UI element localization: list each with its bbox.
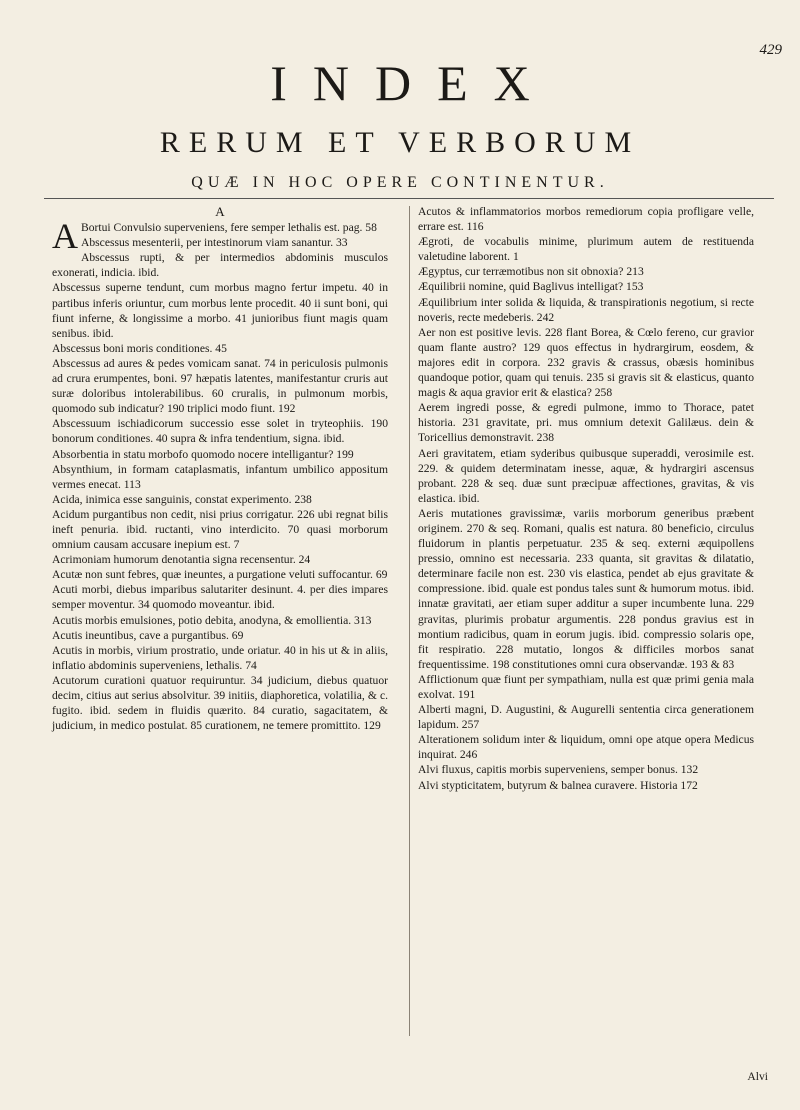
index-entry: Alvi fluxus, capitis morbis superveniens, semper bonus. 132 (418, 763, 699, 777)
column-divider (409, 206, 410, 1036)
index-entry: Abscessuum ischiadicorum successio esse solet in tryteophiis. 190 bonorum conditiones. 40 supra & infra tendentium, signa. ibid. (52, 417, 388, 446)
index-entry: Ægyptus, cur terræmotibus non sit obnoxia? 213 (418, 265, 644, 279)
index-entry: Acrimoniam humorum denotantia signa recensentur. 24 (52, 553, 311, 567)
index-entry: Abscessus rupti, & per intermedios abdominis musculos exonerati, indicia. ibid. (52, 251, 388, 280)
header-rule (44, 198, 774, 199)
index-entry: Abscessus superne tendunt, cum morbus magno fertur impetu. 40 in partibus inferis oriuntur, cum morbus lente procedit. 40 ii sunt boni, qui fiunt inferne, & longissime a morbo. 41 junioribus fiunt magis quam senibus. ibid. (52, 281, 388, 340)
index-entry: ABortui Convulsio superveniens, fere semper lethalis est. pag. 58 (52, 216, 377, 257)
index-entry: Acutos & inflammatorios morbos remediorum copia profligare velle, errare est. 116 (418, 205, 754, 234)
index-entry: Alberti magni, D. Augustini, & Augurelli sententia circa generationem lapidum. 257 (418, 703, 754, 732)
index-entry: Abscessus ad aures & pedes vomicam sanat. 74 in periculosis pulmonis ad crura erumpentes, boni. 97 hæpatis latentes, manifestantur cruris aut suræ doloribus intolerabilibus. 60 cruralis, in pulmonum morbis, quomodo sub indicatur? 190 triplici modo fiunt. 192 (52, 356, 388, 416)
index-entry: Afflictionum quæ fiunt per sympathiam, nulla est quæ primi genia mala exolvat. 191 (418, 672, 754, 701)
section-letter: A (215, 204, 225, 219)
index-entry: Aer non est positive levis. 228 flant Borea, & Cœlo fereno, cur gravior quam flante austro? 129 quos effectus in hydrargirum, eosdem, & majores edit in corpora. 232 gravis & crassus, obæsis hominibus quandoque potior, quam qui tenuis. 235 si gravis sit & elasticus, quanto magis & aqua gravior erit & elastica? 258 (418, 325, 754, 400)
index-entry: Acuti morbi, diebus imparibus salutariter desinunt. 4. per dies impares semper moventur. 34 quomodo moveantur. ibid. (52, 583, 388, 612)
catchword: Alvi (747, 1070, 768, 1083)
index-entry: Ægroti, de vocabulis minime, plurimum autem de restituenda valetudine laborent. 1 (418, 235, 754, 264)
index-entry: Aerem ingredi posse, & egredi pulmone, immo to Thorace, patet historia. 231 gravitate, pri. mus omnium detexit Galilæus. dein & Toricellius demonstravit. 238 (418, 401, 754, 445)
index-entry: Acidum purgantibus non cedit, nisi prius corrigatur. 226 ubi regnat bilis ineft penuria. ibid. ructanti, vino interdicito. 70 quasi morborum omnium causam accusare inepium est. 7 (52, 507, 388, 552)
index-entry: Absynthium, in formam cataplasmatis, infantum umbilico appositum vermes enecat. 113 (52, 462, 388, 491)
index-entry: Absorbentia in statu morbofo quomodo nocere intelligantur? 199 (52, 447, 354, 461)
index-entry: Acida, inimica esse sanguinis, constat experimento. 238 (52, 492, 312, 506)
index-entry: Acutorum curationi quatuor requiruntur. 34 judicium, diebus quatuor decim, citius aut serius absolvitur. 39 initiis, diaphoretica, volatilia, & c. fugito. ibid. sedem in fluidis quærito. 84 curatio, sagacitatem, & judicium, in medico postulat. 85 curationem, ne temere promittito. 129 (52, 673, 388, 733)
index-entry: Aeris mutationes gravissimæ, variis morborum generibus præbent originem. 270 & seq. Romani, qualis est natura. 80 beneficio, circulus fluidorum in plantis perpetuatur. 235 & seq. externi æquipollens pressio, omnino est necessaria. 233 quanta, sit gravitas & dilatatio, determinare facile non est. 230 vis elastica, pendet ab ejus gravitate & compressione. ibid. quale est pondus tales sunt & humorum motus. ibid. innatæ gravitati, aer etiam super additur a super incumbente luna. 229 gravitas, plurimis probatur argumentis. 228 pondus gravius est in montium radicibus, quam in eorum jugis. ibid. compressio solaris ope, fit respiratio. 228 mutatio, longos & difficiles morbos sanat frequentissime. 198 constitutiones omni cura observandæ. 193 & 83 (418, 506, 754, 671)
left-column (52, 204, 388, 733)
index-entry: Acutis in morbis, virium prostratio, unde oriatur. 40 in his ut & in aliis, inflatio abdominis superveniens, lethalis. 74 (52, 643, 388, 672)
index-entry: Acutis ineuntibus, cave a purgantibus. 69 (52, 628, 244, 642)
index-entry: Æquilibrii nomine, quid Baglivus intelligat? 153 (418, 280, 644, 294)
index-entry: Alterationem solidum inter & liquidum, omni ope atque opera Medicus inquirat. 246 (418, 733, 754, 762)
index-entry: Acutæ non sunt febres, quæ ineuntes, a purgatione veluti suffocantur. 69 (52, 568, 388, 582)
index-entry: Alvi stypticitatem, butyrum & balnea curavere. Historia 172 (418, 778, 698, 792)
title-subtitle: QUÆ IN HOC OPERE CONTINENTUR. (191, 174, 609, 191)
right-column (418, 204, 754, 793)
title-index: INDEX (270, 55, 556, 111)
page-number: 429 (759, 42, 782, 58)
index-entry: Acutis morbis emulsiones, potio debita, anodyna, & emollientia. 313 (52, 613, 372, 627)
index-entry: Abscessus boni moris conditiones. 45 (52, 341, 227, 355)
index-entry: Æquilibrium inter solida & liquida, & transpirationis negotium, si recte noveris, recte medeberis. 242 (418, 295, 754, 324)
index-entry: Abscessus mesenterii, per intestinorum viam sanantur. 33 (81, 236, 348, 250)
index-entry: Aeri gravitatem, etiam syderibus quibusque superaddi, verosimile est. 229. & quidem determinatam inesse, aquæ, & hydrargiri ascensus probant. 228 & seq. duæ sunt præcipuæ affectiones, gravitas, & vis elastica. ibid. (418, 446, 754, 505)
title-rerum-et-verborum: RERUM ET VERBORUM (159, 126, 641, 159)
